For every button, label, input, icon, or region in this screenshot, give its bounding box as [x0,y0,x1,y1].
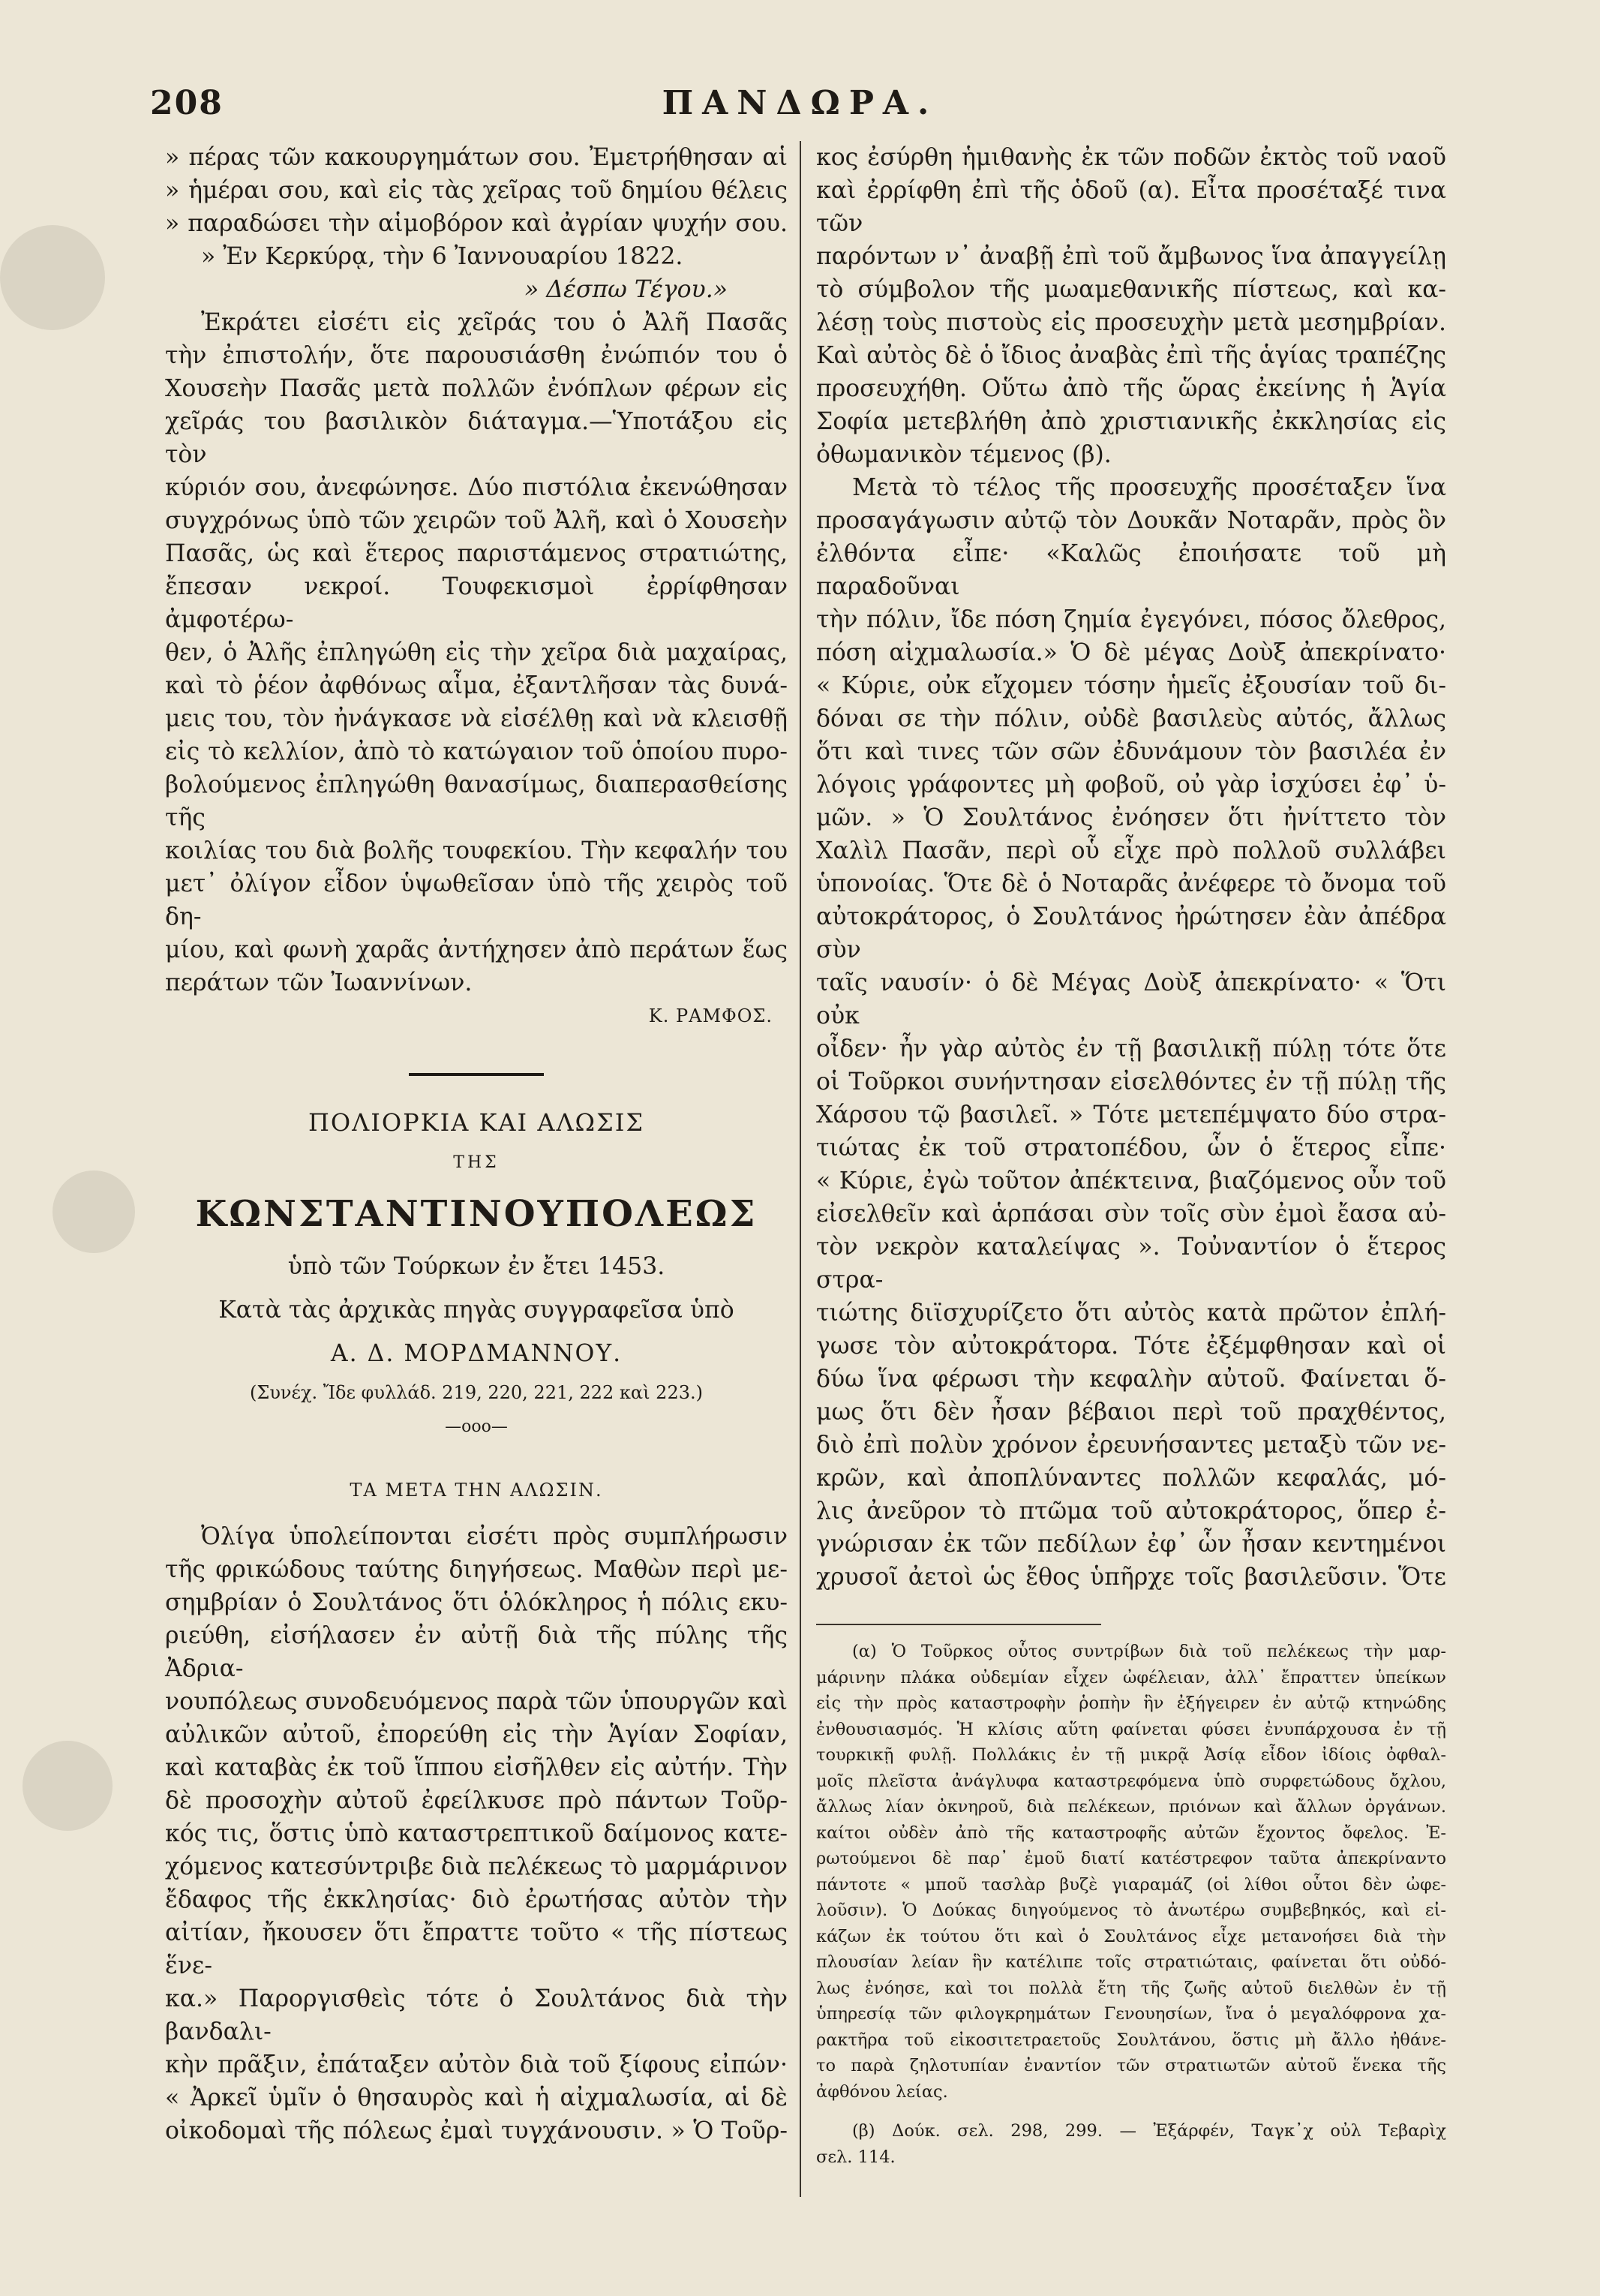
section-line: νουπόλεως συνοδευόμενος παρὰ τῶν ὑπουργῶν καὶ [165,1688,788,1715]
article-signature: Κ. ΡΑΜΦΟΣ. [648,1005,773,1026]
section-line: καὶ καταβὰς ἐκ τοῦ ἵππου εἰσῆλθεν εἰς αὐτήν. Τὴν [165,1754,788,1781]
footnote-line: καίτοι οὐδὲν ἀπὸ τῆς καταστροφῆς αὐτῶν ἔχοντος ὄφελος. Ἐ- [816,1823,1446,1843]
footnote-line: (β) Δούκ. σελ. 298, 299. — Ἐξάρφέν, Ταγκ᾽χ οὐλ Τεβαρὶχ [852,2121,1446,2141]
footnote-line: ρωτούμενοι δὲ παρ᾽ ἐμοῦ διατί κατέστρεφον ταῦτα ἀπεκρίναντο [816,1849,1446,1868]
paragraph-line: ἔπεσαν νεκροί. Τουφεκισμοὶ ἐρρίφθησαν ἀμφοτέρω- [165,573,788,633]
footnote-line: (α) Ὁ Τοῦρκος οὗτος συντρίβων διὰ τοῦ πελέκεως τὴν μαρ- [852,1642,1446,1661]
paragraph-line: ὀθωμανικὸν τέμενος (β). [816,441,1112,468]
paragraph-line: εἰς τὸ κελλίον, ἀπὸ τὸ κατώγαιον τοῦ ὁποίου πυρο- [165,738,788,765]
footnote-line: ἀφθόνου λείας. [816,2081,948,2102]
paragraph-line: μετ᾽ ὀλίγον εἶδον ὑψωθεῖσαν ὑπὸ τῆς χειρὸς τοῦ δη- [165,870,788,930]
column-divider [800,141,801,2197]
paragraph-line: χεῖράς του βασιλικὸν διάταγμα.—Ὑποτάξου εἰς τὸν [165,408,788,468]
footnote-line: ἐνθουσιασμός. Ἡ κλίσις αὕτη φαίνεται φύσει ἐνυπάρχουσα ἐν τῇ [816,1719,1446,1739]
section-line: αὐλικῶν αὐτοῦ, ἐπορεύθη εἰς τὴν Ἁγίαν Σοφίαν, [165,1721,788,1748]
paragraph-line: μίου, καὶ φωνὴ χαρᾶς ἀντήχησεν ἀπὸ περάτων ἕως [165,936,788,963]
paragraph-line: Καὶ αὐτὸς δὲ ὁ ἴδιος ἀναβὰς ἐπὶ τῆς ἁγίας τραπέζης [816,342,1446,369]
footnote-line: το παρὰ ζηλοτυπίαν ἐναντίον τῶν στρατιωτῶν αὐτοῦ ἕνεκα τῆς [816,2056,1446,2075]
footnote-line: ρακτῆρα τοῦ εἰκοσιτετραετοῦς Σουλτάνου, ὅστις μὴ ἄλλο ἠθάνε- [816,2030,1446,2050]
paper-stain [53,1171,135,1253]
heading-line5: Κατὰ τὰς ἀρχικὰς πηγὰς συγγραφεῖσα ὑπὸ [218,1297,734,1324]
paper-stain [23,1741,113,1831]
paragraph-line: αὐτοκράτορος, ὁ Σουλτάνος ἠρώτησεν ἐὰν ἀπέδρα σὺν [816,903,1446,963]
section-line: ἔδαφος τῆς ἐκκλησίας· διὸ ἐρωτήσας αὐτὸν τὴν [165,1886,788,1913]
paragraph-line: οἱ Τοῦρκοι συνήντησαν εἰσελθόντες ἐν τῇ πύλῃ τῆς [816,1068,1446,1095]
paragraph-line: τὴν ἐπιστολήν, ὅτε παρουσιάσθη ἐνώπιόν του ὁ [165,342,788,369]
footnote-line: λως ἐνόησε, καὶ τοι πολλὰ ἔτη τῆς ζωῆς αὐτοῦ διελθὼν ἐν τῇ [816,1978,1446,1998]
paragraph-line: ὅτι καὶ τινες τῶν σῶν ἐδυνάμουν τὸν βασιλέα ἐν [816,738,1446,765]
paragraph-line: τὸ σύμβολον τῆς μωαμεθανικῆς πίστεως, καὶ κα- [816,276,1446,303]
paragraph-line: Πασᾶς, ὡς καὶ ἕτερος παριστάμενος στρατιώτης, [165,540,788,567]
paragraph-line: πόση αἰχμαλωσία.» Ὁ δὲ μέγας Δοὺξ ἀπεκρίνατο· [816,639,1446,666]
section-line: δὲ προσοχὴν αὐτοῦ ἐφείλκυσε πρὸ πάντων Τοῦρ- [165,1787,788,1814]
paragraph-line: διὸ ἐπὶ πολὺν χρόνον ἐρευνήσαντες μεταξὺ τῶν νε- [816,1432,1446,1459]
paragraph-line: εἰσελθεῖν καὶ ἁρπάσαι σὺν τοῖς σὺν ἐμοὶ ἔασα αὐ- [816,1201,1446,1228]
letter-line: » ἡμέραι σου, καὶ εἰς τὰς χεῖρας τοῦ δημίου θέλεις [165,177,788,204]
footnote-b [816,2118,1446,2170]
paragraph-line: ὑπονοίας. Ὅτε δὲ ὁ Νοταρᾶς ἀνέφερε τὸ ὄνομα τοῦ [816,870,1446,897]
section-line: αἰτίαν, ἤκουσεν ὅτι ἔπραττε τοῦτο « τῆς πίστεως ἕνε- [165,1919,788,1979]
footnote-line: μοῖς πλεῖστα ἀνάγλυφα καταστρεφόμενα ὑπὸ συρφετώδους ὄχλου, [816,1771,1446,1791]
paragraph-line: καὶ ἐρρίφθη ἐπὶ τῆς ὁδοῦ (α). Εἶτα προσέταξέ τινα τῶν [816,177,1446,237]
letter-date: » Ἐν Κερκύρᾳ, τὴν 6 Ἰαννουαρίου 1822. [201,243,683,270]
paragraph-line: γνώρισαν ἐκ τῶν πεδίλων ἐφ᾽ ὧν ἦσαν κεντημένοι [816,1531,1446,1558]
running-title: ΠΑΝΔΩΡΑ. [662,84,938,122]
paragraph-line: « Κύριε, ἐγὼ τοῦτον ἀπέκτεινα, βιαζόμενος οὖν τοῦ [816,1168,1446,1195]
section-line: χόμενος κατεσύντριβε διὰ πελέκεως τὸ μαρμάρινον [165,1853,788,1880]
page-number: 208 [150,84,224,122]
paragraph-line: Χουσεὴν Πασᾶς μετὰ πολλῶν ἐνόπλων φέρων εἰς [165,375,788,402]
section-line: Ὀλίγα ὑπολείπονται εἰσέτι πρὸς συμπλήρωσιν [201,1523,788,1550]
paragraph-line: θεν, ὁ Ἀλῆς ἐπληγώθη εἰς τὴν χεῖρα διὰ μαχαίρας, [165,639,788,666]
left-column [165,141,788,2147]
paragraph-line: προσευχήθη. Οὕτω ἀπὸ τῆς ὥρας ἐκείνης ἡ Ἁγία [816,375,1446,402]
paragraph-line: « Κύριε, οὐκ εἴχομεν τόσην ἡμεῖς ἐξουσίαν τοῦ δι- [816,672,1446,699]
paragraph-line: Χάρσου τῷ βασιλεῖ. » Τότε μετεπέμψατο δύο στρα- [816,1101,1446,1128]
paragraph-line: κρῶν, καὶ ἀποπλύναντες πολλῶν κεφαλάς, μό- [816,1465,1446,1492]
ornament: —ooo— [445,1417,508,1436]
paragraph-line: Σοφία μετεβλήθη ἀπὸ χριστιανικῆς ἐκκλησίας εἰς [816,408,1446,435]
section-line: « Ἀρκεῖ ὑμῖν ὁ θησαυρὸς καὶ ἡ αἰχμαλωσία, αἱ δὲ [165,2084,788,2111]
section-line: ριεύθη, εἰσήλασεν ἐν αὐτῇ διὰ τῆς πύλης τῆς Ἀδρια- [165,1622,788,1682]
footnote-line: τουρκικῇ φυλῇ. Πολλάκις ἐν τῇ μικρᾷ Ἀσίᾳ εἶδον ἰδίοις ὀφθαλ- [816,1745,1446,1765]
paragraph-line: οἶδεν· ἦν γὰρ αὐτὸς ἐν τῇ βασιλικῇ πύλῃ τότε ὅτε [816,1035,1446,1062]
paragraph-line: προσαγάγωσιν αὐτῷ τὸν Δουκᾶν Νοταρᾶν, πρὸς ὃν [816,507,1446,534]
letter-line: » πέρας τῶν κακουργημάτων σου. Ἐμετρήθησαν αἱ [165,144,788,171]
heading-title: ΚΩΝΣΤΑΝΤΙΝΟΥΠΟΛΕΩΣ [195,1193,758,1235]
footnote-line: λοῦσιν). Ὁ Δούκας διηγούμενος τὸ ἀνωτέρω συμβεβηκός, καὶ εἰ- [816,1901,1446,1920]
letter-signature: » Δέσπω Τέγου.» [524,276,728,303]
paragraph-line: Χαλὶλ Πασᾶν, περὶ οὗ εἶχε πρὸ πολλοῦ συλλάβει [816,837,1446,864]
paragraph-line: λόγοις γράφοντες μὴ φοβοῦ, οὐ γὰρ ἰσχύσει ἐφ᾽ ὑ- [816,771,1446,798]
paragraph-line: γωσε τὸν αὐτοκράτορα. Τότε ἐξέμφθησαν καὶ οἱ [816,1333,1446,1360]
footnote-a [816,1639,1446,2105]
footnote-line: πάντοτε « μποῦ τασλὰρ βυζὲ γιαραμάζ (οἱ λίθοι οὗτοι δὲν ὠφε- [816,1874,1446,1895]
paragraph-line: μῶν. » Ὁ Σουλτάνος ἐνόησεν ὅτι ἠνίττετο τὸν [816,804,1446,831]
section-title: ΤΑ ΜΕΤΑ ΤΗΝ ΑΛΩΣΙΝ. [350,1480,603,1501]
paragraph-line: τιώτας ἐκ τοῦ στρατοπέδου, ὧν ὁ ἕτερος εἶπε· [816,1134,1446,1162]
paragraph-line: κος ἐσύρθη ἡμιθανὴς ἐκ τῶν ποδῶν ἐκτὸς τοῦ ναοῦ [816,144,1446,171]
section-line: οἰκοδομαὶ τῆς πόλεως ἐμαὶ τυγχάνουσιν. » Ὁ Τοῦρ- [165,2117,788,2144]
paragraph-line: λέσῃ τοὺς πιστοὺς εἰς προσευχὴν μετὰ μεσημβρίαν. [816,309,1446,336]
paragraph-line: τὸν νεκρὸν καταλείψας ». Τοὐναντίον ὁ ἕτερος στρα- [816,1234,1446,1294]
paragraph-line: συγχρόνως ὑπὸ τῶν χειρῶν τοῦ Ἀλῆ, καὶ ὁ Χουσεὴν [165,507,788,534]
footnote-line: ὑπηρεσίᾳ τῶν φιλογκρημάτων Γενουησίων, ἴνα ὁ μεγαλόφρονα χα- [816,2004,1446,2024]
paragraph-line: ταῖς ναυσίν· ὁ δὲ Μέγας Δοὺξ ἀπεκρίνατο· « Ὅτι οὐκ [816,969,1446,1029]
paragraph-line: δόναι σε τὴν πόλιν, οὐδὲ βασιλεὺς αὐτός, ἄλλως [816,705,1446,732]
paragraph-line: καὶ τὸ ῥέον ἀφθόνως αἷμα, ἐξαντλῆσαν τὰς δυνά- [165,672,788,699]
paragraph-line: μεις του, τὸν ἠνάγκασε νὰ εἰσέλθῃ καὶ νὰ κλεισθῇ [165,705,788,732]
heading-line2: ΤΗΣ [453,1153,500,1172]
paragraph-line: χρυσοῖ ἀετοὶ ὡς ἔθος ὑπῆρχε τοῖς βασιλεῦσιν. Ὅτε [816,1564,1446,1591]
footnote-line: πλουσίαν λείαν ἣν κατέλιπε τοῖς στρατιώταις, φαίνεται ὅτι οὐδό- [816,1952,1446,1972]
footnote-line: σελ. 114. [816,2147,896,2167]
paragraph-line: περάτων τῶν Ἰωαννίνων. [165,969,473,996]
heading-line4: ὑπὸ τῶν Τούρκων ἐν ἔτει 1453. [287,1253,665,1280]
section-line: κὴν πρᾶξιν, ἐπάταξεν αὐτὸν διὰ τοῦ ξίφους εἰπών· [165,2051,788,2078]
section-line: σημβρίαν ὁ Σουλτάνος ὅτι ὁλόκληρος ἡ πόλις εκυ- [165,1589,788,1616]
heading-line1: ΠΟΛΙΟΡΚΙΑ ΚΑΙ ΑΛΩΣΙΣ [308,1108,644,1137]
section-line: τῆς φρικώδους ταύτης διηγήσεως. Μαθὼν περὶ με- [165,1556,788,1583]
paragraph-line: βολούμενος ἐπληγώθη θανασίμως, διαπερασθείσης τῆς [165,771,788,831]
section-line: κός τις, ὅστις ὑπὸ καταστρεπτικοῦ δαίμονος κατε- [165,1820,788,1847]
paragraph-line: τὴν πόλιν, ἴδε πόση ζημία ἐγεγόνει, πόσος ὄλεθρος, [816,606,1446,633]
paragraph-line: δύω ἵνα φέρωσι τὴν κεφαλὴν αὐτοῦ. Φαίνεται ὅ- [816,1366,1446,1393]
right-column [816,141,1446,2170]
paragraph-line: μως ὅτι δὲν ἦσαν βέβαιοι περὶ τοῦ πραχθέντος, [816,1399,1446,1426]
heading-author: Α. Δ. ΜΟΡΔΜΑΝΝΟΥ. [330,1340,623,1367]
paper-stain [0,225,105,330]
paragraph-line: ἐλθόντα εἶπε· «Καλῶς ἐποιήσατε τοῦ μὴ παραδοῦναι [816,540,1446,600]
paragraph-line: παρόντων ν᾽ ἀναβῇ ἐπὶ τοῦ ἄμβωνος ἵνα ἀπαγγείλῃ [816,243,1446,270]
heading-continuation: (Συνέχ. Ἴδε φυλλάδ. 219, 220, 221, 222 καὶ 223.) [250,1382,703,1403]
paragraph-line: τιώτης διϊσχυρίζετο ὅτι αὐτὸς κατὰ πρῶτον ἐπλή- [816,1300,1446,1327]
separator-rule [409,1073,544,1076]
footnote-rule [816,1624,1101,1625]
section-line: κα.» Παροργισθεὶς τότε ὁ Σουλτάνος διὰ τὴν βανδαλι- [165,1985,788,2045]
paragraph-line: κοιλίας του διὰ βολῆς τουφεκίου. Τὴν κεφαλήν του [165,837,788,864]
paragraph-line: Ἐκράτει εἰσέτι εἰς χεῖράς του ὁ Ἀλῆ Πασᾶς [201,309,788,336]
letter-line: » παραδώσει τὴν αἱμοβόρον καὶ ἀγρίαν ψυχήν σου. [165,210,788,237]
paragraph-line: κύριόν σου, ἀνεφώνησε. Δύο πιστόλια ἐκενώθησαν [165,474,788,501]
footnote-line: εἰς τὴν πρὸς καταστροφὴν ῥοπὴν ἣν ἐξήγειρεν ἐν αὐτῷ κτηνώδης [816,1693,1446,1713]
footnote-line: κάζων ἐκ τούτου ὅτι καὶ ὁ Σουλτάνος εἶχε μετανοήσει διὰ τὴν [816,1926,1446,1946]
footnote-line: μάρινην πλάκα οὐδεμίαν εἶχεν ὠφέλειαν, ἀλλ᾽ ἔπραττεν ὑπείκων [816,1667,1446,1687]
footnote-line: ἄλλως λίαν ὀκνηροῦ, διὰ πελέκεων, πριόνων καὶ ἄλλων ὀργάνων. [816,1797,1446,1817]
paragraph-line: λις ἀνεῦρον τὸ πτῶμα τοῦ αὐτοκράτορος, ὅπερ ἐ- [816,1498,1446,1525]
paragraph-line: Μετὰ τὸ τέλος τῆς προσευχῆς προσέταξεν ἵνα [852,474,1446,501]
